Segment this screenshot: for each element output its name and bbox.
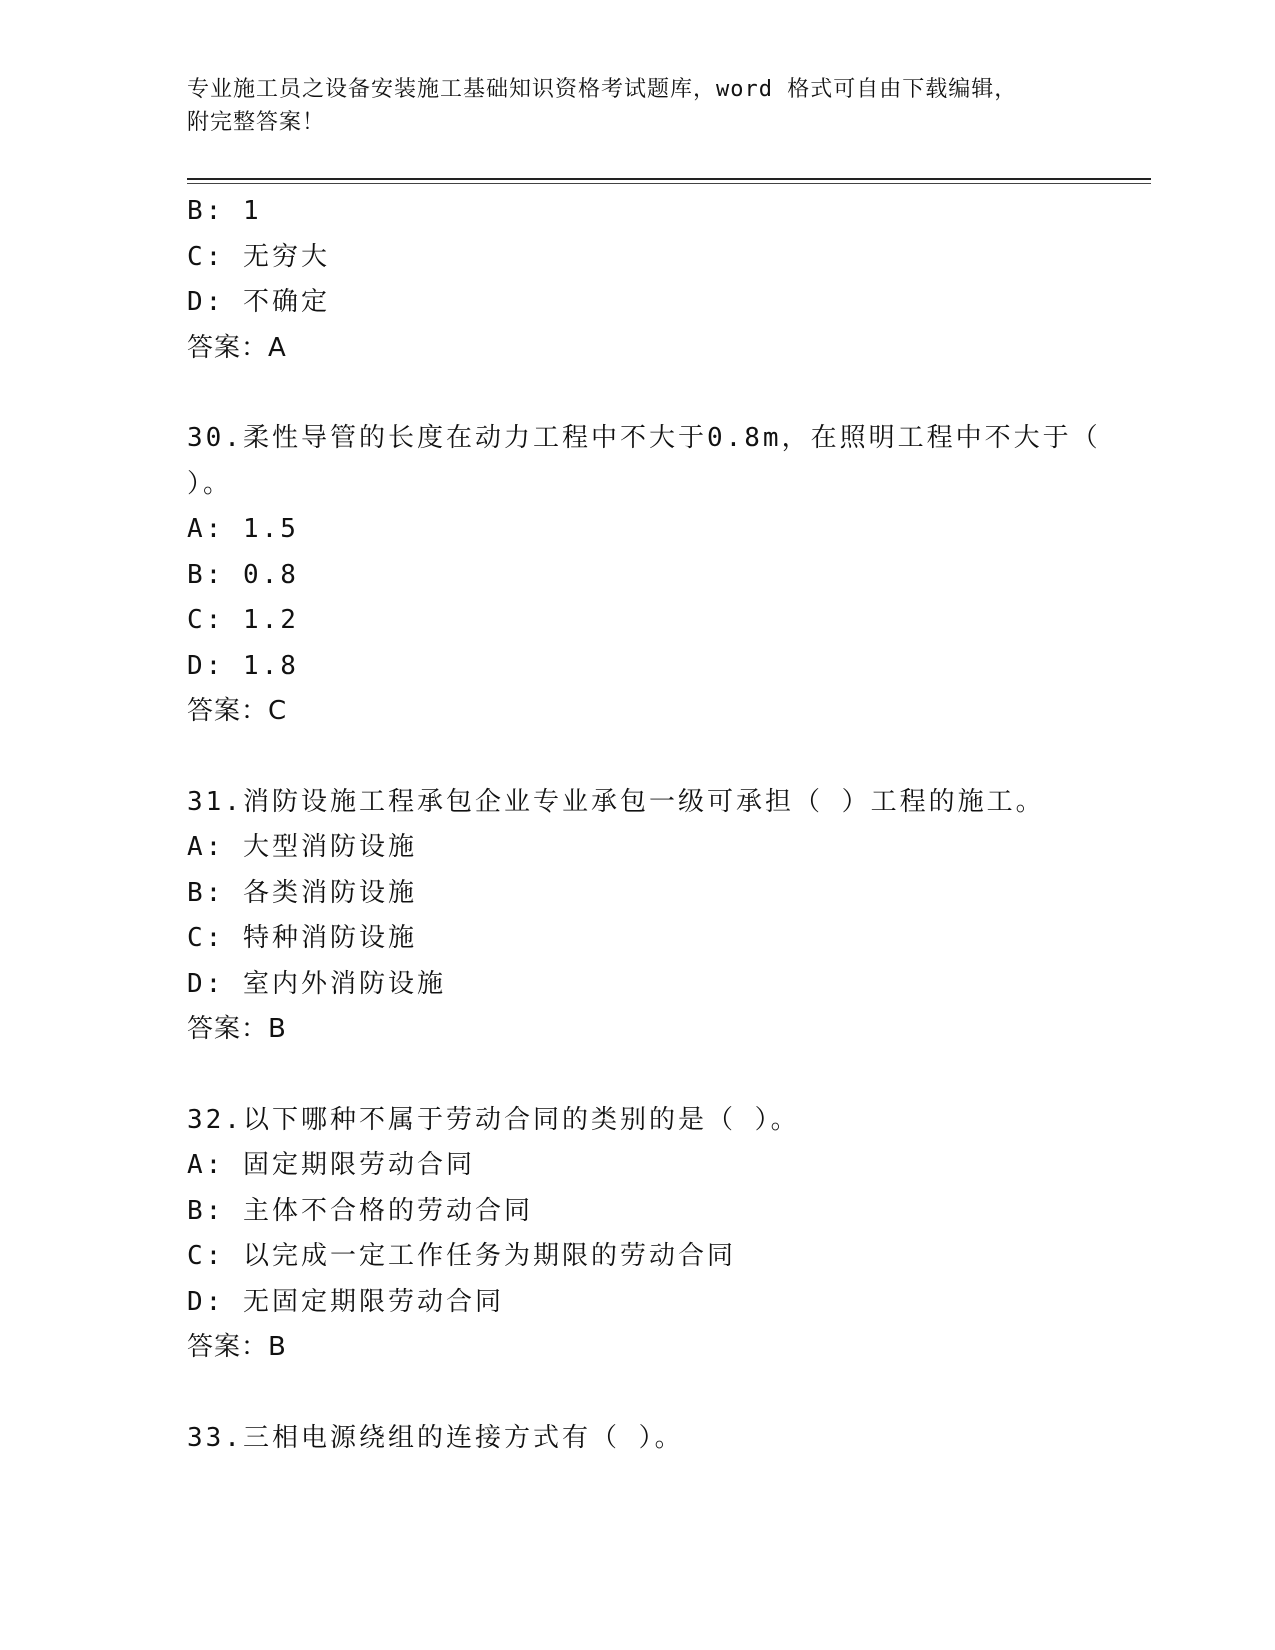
answer-line: 答案：B [187, 1332, 287, 1362]
answer-line: 答案：B [187, 1014, 287, 1044]
header-line-1: 专业施工员之设备安装施工基础知识资格考试题库，word 格式可自由下载编辑， [187, 77, 1018, 102]
answer-line: 答案：A [187, 332, 287, 363]
option-c: C: 以完成一定工作任务为期限的劳动合同 [187, 1241, 736, 1271]
option-c: C: 1.2 [187, 605, 299, 635]
option-d: D: 无固定期限劳动合同 [187, 1286, 504, 1317]
spacer [187, 1371, 1087, 1416]
option-d: D: 室内外消防设施 [187, 968, 446, 999]
option-c: C: 无穷大 [187, 241, 330, 272]
question-31 [187, 780, 1087, 1053]
option-a: A: 1.5 [187, 514, 299, 544]
question-text-cont: ）。 [187, 468, 233, 499]
question-text: 30.柔性导管的长度在动力工程中不大于0.8m，在照明工程中不大于（ [187, 423, 1101, 453]
question-32 [187, 1098, 1087, 1371]
option-a: A: 固定期限劳动合同 [187, 1150, 475, 1180]
question-text: 31.消防设施工程承包企业专业承包一级可承担（ ）工程的施工。 [187, 786, 1045, 817]
option-b: B: 1 [187, 196, 262, 226]
answer-line: 答案：C [187, 696, 288, 726]
spacer [187, 735, 1087, 780]
question-list [187, 189, 1101, 1461]
option-b: B: 各类消防设施 [187, 877, 417, 908]
spacer [187, 1053, 1087, 1098]
question-text: 33.三相电源绕组的连接方式有（ ）。 [187, 1422, 684, 1453]
document-header [187, 73, 1087, 139]
question-30 [187, 416, 1101, 735]
question-text: 32.以下哪种不属于劳动合同的类别的是（ ）。 [187, 1104, 800, 1135]
option-d: D: 不确定 [187, 287, 330, 317]
spacer [187, 371, 1087, 416]
header-rule-thick [187, 178, 1151, 180]
option-a: A: 大型消防设施 [187, 832, 417, 862]
option-b: B: 0.8 [187, 559, 299, 590]
question-29-continued [187, 189, 1087, 371]
option-b: B: 主体不合格的劳动合同 [187, 1195, 533, 1226]
question-33 [187, 1416, 1087, 1462]
header-line-2: 附完整答案！ [187, 110, 326, 135]
option-d: D: 1.8 [187, 650, 299, 681]
option-c: C: 特种消防设施 [187, 923, 417, 953]
header-rule-thin [187, 183, 1151, 184]
